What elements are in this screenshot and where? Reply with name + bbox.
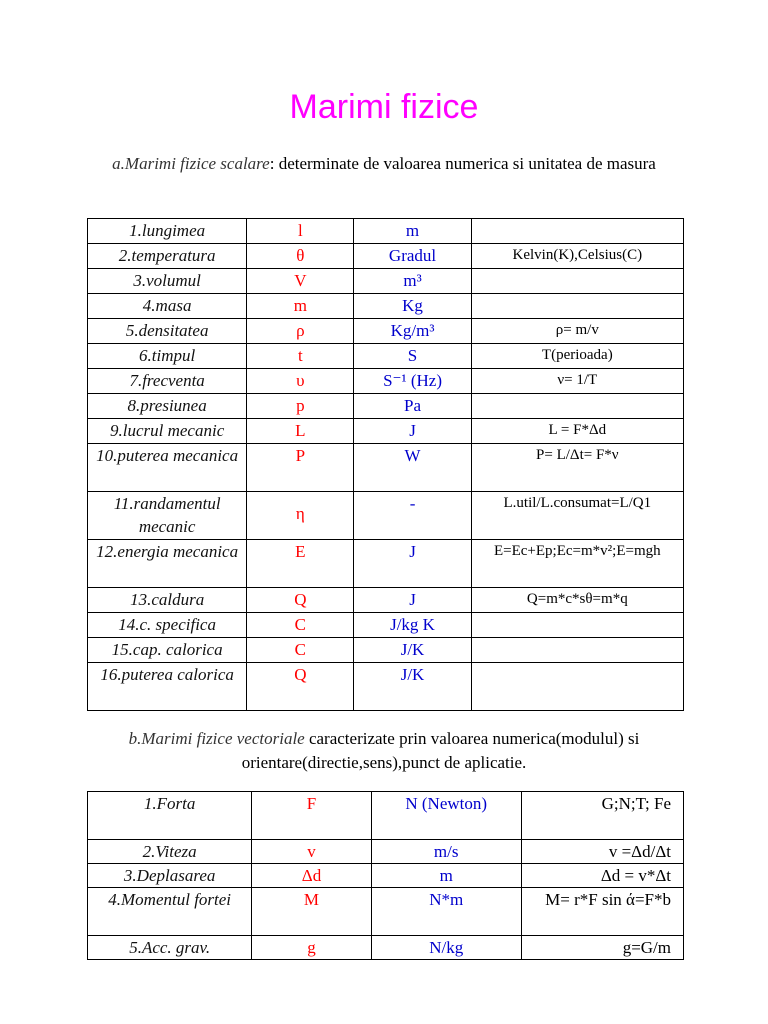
quantity-unit: W [354, 444, 471, 492]
table-row [88, 294, 684, 319]
quantity-symbol: L [247, 419, 354, 444]
table-row [88, 663, 684, 711]
quantity-symbol: ρ [247, 319, 354, 344]
quantity-formula: ν= 1/T [471, 369, 683, 394]
quantity-unit: J [354, 419, 471, 444]
quantity-formula [471, 663, 683, 711]
quantity-name: 1.Forta [88, 792, 252, 840]
quantity-symbol: V [247, 269, 354, 294]
quantity-unit: m [354, 219, 471, 244]
quantity-name: 5.Acc. grav. [88, 936, 252, 960]
quantity-unit: Kg/m³ [354, 319, 471, 344]
quantity-name: 10.puterea mecanica [88, 444, 247, 492]
quantity-formula [471, 294, 683, 319]
quantity-unit: - [354, 492, 471, 540]
section-a-intro [90, 152, 678, 176]
quantity-unit: J [354, 540, 471, 588]
quantity-name: 16.puterea calorica [88, 663, 247, 711]
quantity-symbol: v [252, 840, 371, 864]
table-row [88, 936, 684, 960]
table-row [88, 638, 684, 663]
scalar-quantities-table [87, 218, 684, 711]
quantity-unit: m³ [354, 269, 471, 294]
quantity-formula: G;N;T; Fe [521, 792, 683, 840]
section-a-text: determinate de valoarea numerica si unitatea de masura [278, 154, 656, 173]
quantity-formula: ρ= m/v [471, 319, 683, 344]
quantity-name: 2.temperatura [88, 244, 247, 269]
quantity-name: 7.frecventa [88, 369, 247, 394]
quantity-unit: Kg [354, 294, 471, 319]
quantity-formula [471, 394, 683, 419]
quantity-name: 15.cap. calorica [88, 638, 247, 663]
quantity-formula: v =Δd/Δt [521, 840, 683, 864]
quantity-unit: J/kg K [354, 613, 471, 638]
quantity-name: 8.presiunea [88, 394, 247, 419]
table-row [88, 394, 684, 419]
section-b-text: caracterizate prin valoarea numerica(modulul) si orientare(directie,sens),punct de aplicatie. [241, 729, 640, 772]
table-row [88, 244, 684, 269]
quantity-symbol: C [247, 613, 354, 638]
quantity-formula: T(perioada) [471, 344, 683, 369]
quantity-unit: S [354, 344, 471, 369]
vector-quantities-table [87, 791, 684, 960]
quantity-formula: M= r*F sin ά=F*b [521, 888, 683, 936]
quantity-formula: Δd = v*Δt [521, 864, 683, 888]
quantity-name: 5.densitatea [88, 319, 247, 344]
table-row [88, 888, 684, 936]
quantity-unit: N*m [371, 888, 521, 936]
page-title: Marimi fizice [289, 88, 479, 126]
quantity-formula: E=Ec+Ep;Ec=m*v²;E=mgh [471, 540, 683, 588]
table-row [88, 369, 684, 394]
quantity-symbol: υ [247, 369, 354, 394]
section-b-label: b.Marimi fizice vectoriale [128, 729, 305, 748]
table-row [88, 419, 684, 444]
quantity-unit: Gradul [354, 244, 471, 269]
table-row [88, 613, 684, 638]
table-row [88, 792, 684, 840]
section-a-label: a.Marimi fizice scalare [112, 154, 270, 173]
quantity-symbol: C [247, 638, 354, 663]
quantity-name: 12.energia mecanica [88, 540, 247, 588]
quantity-symbol: Q [247, 588, 354, 613]
table-row [88, 344, 684, 369]
quantity-symbol: M [252, 888, 371, 936]
section-a-separator: : [269, 154, 279, 173]
quantity-unit: N (Newton) [371, 792, 521, 840]
quantity-symbol: l [247, 219, 354, 244]
quantity-unit: m [371, 864, 521, 888]
quantity-unit: Pa [354, 394, 471, 419]
quantity-symbol: m [247, 294, 354, 319]
quantity-unit: m/s [371, 840, 521, 864]
quantity-formula [471, 219, 683, 244]
quantity-symbol: F [252, 792, 371, 840]
quantity-formula: L.util/L.consumat=L/Q1 [471, 492, 683, 540]
quantity-symbol: η [247, 492, 354, 540]
quantity-name: 2.Viteza [88, 840, 252, 864]
section-b-intro [90, 727, 678, 775]
quantity-symbol: g [252, 936, 371, 960]
quantity-formula: P= L/Δt= F*ν [471, 444, 683, 492]
quantity-formula: L = F*Δd [471, 419, 683, 444]
quantity-name: 3.Deplasarea [88, 864, 252, 888]
quantity-formula: Q=m*c*sθ=m*q [471, 588, 683, 613]
quantity-unit: S⁻¹ (Hz) [354, 369, 471, 394]
quantity-name: 4.masa [88, 294, 247, 319]
table-row [88, 219, 684, 244]
table-row [88, 588, 684, 613]
quantity-formula: g=G/m [521, 936, 683, 960]
table-row [88, 492, 684, 540]
quantity-symbol: p [247, 394, 354, 419]
quantity-name: 14.c. specifica [88, 613, 247, 638]
quantity-name: 13.caldura [88, 588, 247, 613]
quantity-name: 3.volumul [88, 269, 247, 294]
quantity-unit: J/K [354, 638, 471, 663]
table-row [88, 840, 684, 864]
quantity-formula [471, 269, 683, 294]
table-row [88, 540, 684, 588]
quantity-formula [471, 613, 683, 638]
quantity-symbol: Q [247, 663, 354, 711]
quantity-formula: Kelvin(K),Celsius(C) [471, 244, 683, 269]
table-row [88, 444, 684, 492]
quantity-symbol: E [247, 540, 354, 588]
quantity-name: 11.randamentul mecanic [88, 492, 247, 540]
quantity-unit: J [354, 588, 471, 613]
quantity-name: 6.timpul [88, 344, 247, 369]
quantity-symbol: Δd [252, 864, 371, 888]
quantity-name: 1.lungimea [88, 219, 247, 244]
table-row [88, 269, 684, 294]
quantity-symbol: θ [247, 244, 354, 269]
table-row [88, 864, 684, 888]
quantity-unit: J/K [354, 663, 471, 711]
quantity-unit: N/kg [371, 936, 521, 960]
quantity-formula [471, 638, 683, 663]
quantity-name: 9.lucrul mecanic [88, 419, 247, 444]
quantity-symbol: P [247, 444, 354, 492]
quantity-symbol: t [247, 344, 354, 369]
table-row [88, 319, 684, 344]
quantity-name: 4.Momentul fortei [88, 888, 252, 936]
